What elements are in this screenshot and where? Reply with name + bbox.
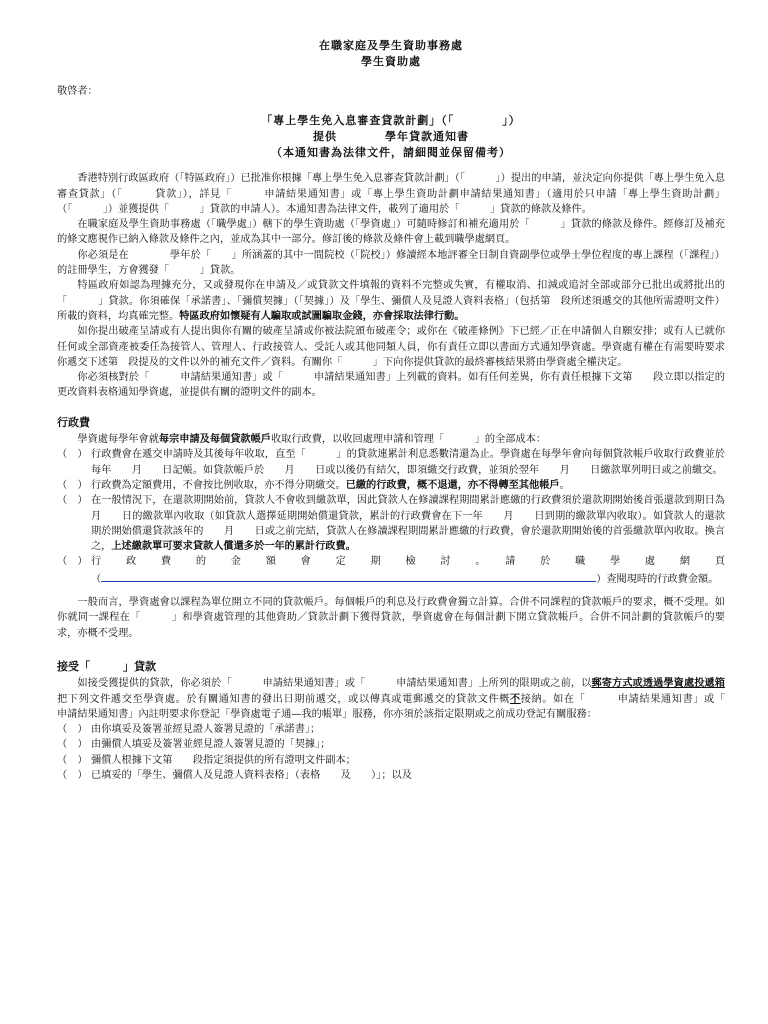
acceptance-item-text: 由你填妥及簽署並經見證人簽署見證的「承諾書」； (91, 724, 321, 736)
paragraph-cancellation (57, 278, 725, 324)
legal-action-warning: 特區政府如懷疑有人騙取或試圖騙取金錢，亦會採取法律行動。 (179, 309, 465, 322)
period: 。 (559, 479, 570, 491)
paragraph-verify-info: 你必須核對於「 申請結果通知書」或「 申請結果通知書」上列載的資料。如有任何差異，你有責任根據下文第 段立即以指定的更改資料表格通知學資處，並提供有關的證明文件的副本。 (57, 372, 725, 399)
admin-fee-item-1 (57, 447, 725, 478)
admin-fee-intro-text: 學資處每學年會就 (77, 434, 159, 446)
acceptance-heading: 接受「 」貸款 (57, 659, 156, 673)
fee-review-text: 行 政 費 的 金 額 會 定 期 檢 討 。 請 於 職 學 處 網 頁 (91, 556, 725, 568)
non-refundable-warning: 已繳的行政費，概不退還，亦不得轉至其他帳戶 (345, 478, 560, 491)
cancellation-text: 特區政府如認為理據充分，又或發現你在申請及／或貸款文件填報的資料不完整或失實，有權取消、扣減或追討全部或部分已批出或將批出的「 」貸款。你須確保「承諾書」、「彌償契據」（「契據」）及「學生、彌償人及見證人資料表格」（包括第 段所述須遞交的其他所需證明文件）所載的資料，均真確完整。 (57, 280, 725, 322)
acceptance-item-text: 彌償人根據下文第 段指定須提供的所有證明文件副本； (91, 754, 356, 766)
acceptance-item-text: 由彌償人填妥及簽署並經見證人簽署見證的「契據」； (91, 739, 331, 751)
item-marker: （ ） (57, 556, 88, 568)
admin-fee-item-text: 行政費會在遞交申請時及其後每年收取，直至「 」的貸款連累計利息悉數清還為止。學資處在每學年會向每個貸款帳戶收取行政費並於每年 月 日記帳。如貸款帳戶於 月 日或以後仍有結欠，即須繳交行政費，並須於翌年 月 日繳款單列明日或之前繳交。 (91, 449, 725, 476)
admin-fee-item-3 (57, 493, 746, 554)
notice-title (57, 113, 725, 161)
admin-fee-item-text (91, 493, 746, 554)
admin-fee-intro (57, 432, 725, 447)
item-marker: （ ） (57, 724, 88, 736)
document-page (57, 38, 756, 783)
admin-fee-item-2 (57, 478, 725, 493)
item-marker: （ ） (57, 479, 88, 491)
item-marker: （ ） (57, 449, 88, 461)
accrued-fee-text: 在一般情況下，在還款期開始前，貸款人不會收到繳款單，因此貸款人在修讀課程期間累計應繳的行政費須於還款期開始後首張還款到期日為 月 日的繳款單內收取（如貸款人選擇延期開始償還貸款，累計的行政費會在下一年 月 日到期的繳款單內收取）。如貸款人的還款期於開始償還貸款該年的 月 日或之前完結，貸款人在修讀課程期間累計應繳的行政費，會於還款期開始後的首張繳款單內收取。換言之， (91, 495, 746, 553)
admin-fee-item-4 (57, 554, 725, 587)
item-marker: （ ） (57, 769, 88, 781)
fee-website-line (91, 570, 725, 587)
paragraph-eligibility: 你必須是在 學年於「 」所涵蓋的其中一間院校（「院校」）修讀經本地評審全日制自資副學位或學士學位程度的專上課程（「課程」）的註冊學生，方會獲發「 」貸款。 (57, 249, 725, 277)
item-marker: （ ） (57, 739, 88, 751)
acceptance-item-text: 已填妥的「學生、彌償人及見證人資料表格」（表格 及 ）」；以及 (91, 769, 412, 781)
submission-method: 郵寄方式或透過學資處投遞箱 (591, 677, 725, 690)
acceptance-instructions (57, 676, 756, 722)
admin-fee-per-account: 每宗申請及每個貸款帳戶 (158, 433, 271, 446)
title-line-1: 「專上學生免入息審查貸款計劃」（「 」） (261, 114, 521, 128)
item-marker: （ ） (57, 754, 88, 766)
admin-fee-item-text (91, 554, 725, 587)
title-line-3: （本通知書為法律文件，請細閱並保留備考） (271, 146, 511, 160)
admin-fee-intro-end: 收取行政費，以收回處理申請和管理「 」的全部成本： (270, 434, 547, 446)
acceptance-item (57, 753, 725, 768)
not-emphasis: 不 (509, 692, 521, 705)
open-paren: （ (91, 573, 102, 585)
title-line-2: 提供 學年貸款通知書 (313, 130, 469, 144)
acceptance-text-2: 把下列文件遞交至學資處。於有關通知書的發出日期前遞交，或以傳真或電郵遞交的貸款文件概 (57, 693, 510, 705)
acceptance-text-3: 接納。如在「 申請結果通知書」或「 申請結果通知書」內註明要求你登記「學資處電子通—我的帳單」服務，你亦須於該指定限期或之前成功登記有關服務： (57, 693, 756, 720)
admin-fee-heading: 行政費 (57, 415, 90, 429)
paragraph-bankruptcy: 如你提出破產呈請或有人提出與你有關的破產呈請或你被法院頒布破產令；或你在《破產條例》下已經／正在申請個人自願安排；或有人已就你任何或全部資產被委任為接管人、管理人、行政接管人、受託人或其他同類人員，你有責任立即以書面方式通知學資處。學資處有權在有需要時要求你遞交下述第 段提及的文件以外的補充文件／資料。有關你「 」下向你提供貸款的最終審核結果將由學資處全權決定。 (57, 326, 725, 368)
website-link[interactable] (101, 570, 596, 582)
acceptance-item (57, 722, 725, 737)
fee-website-text: ）查閱現時的行政費金額。 (596, 573, 719, 585)
salutation: 敬啓者： (57, 86, 98, 97)
acceptance-item (57, 768, 725, 783)
paragraph-account-policy: 一般而言，學資處會以課程為單位開立不同的貸款帳戶。每個帳戶的利息及行政費會獨立計算。合併不同課程的貸款帳戶的要求，概不受理。如你就同一課程在「 」和學資處管理的其他資助／貸款計劃下獲得貸款，學資處會在每個計劃下開立貸款帳戶。合併不同計劃的貸款帳戶的要求，亦概不受理。 (57, 597, 725, 639)
paragraph-amendments: 在職家庭及學生資助事務處（「職學處」）轄下的學生資助處（「學資處」）可隨時修訂和補充適用於「 」貸款的條款及條件。經修訂及補充的條文應視作已納入條款及條件之內，並成為其中一部分。修訂後的條款及條件會上載到職學處網頁。 (57, 219, 725, 246)
admin-fee-item-text (91, 478, 725, 493)
acceptance-item (57, 737, 725, 752)
item-marker: （ ） (57, 495, 88, 507)
office-name: 在職家庭及學生資助事務處 (319, 39, 463, 52)
fixed-fee-text: 行政費為定額費用，不會按比例收取，亦不得分期繳交。 (91, 479, 346, 491)
acceptance-text: 如接受獲提供的貸款，你必須於「 申請結果通知書」或「 申請結果通知書」上所列的限期或之前，以 (77, 678, 592, 690)
paragraph-approval: 香港特別行政區政府（「特區政府」）已批准你根據「專上學生免入息審查貸款計劃」（「 」）提出的申請，並決定向你提供「專上學生免入息審查貸款」（「 貸款」），詳見「 申請結果通知書」或「專上學生資助計劃申請結果通知書」（適用於只申請「專上學生資助計劃」（「 」）並獲提供「 」貸款的申請人）。本通知書為法律文件，載列了適用於「 」貸款的條款及條件。 (57, 173, 725, 215)
agency-name: 學生資助處 (361, 55, 421, 68)
accrued-fee-warning: 上述繳款單可要求貸款人償還多於一年的累計行政費。 (111, 540, 356, 553)
